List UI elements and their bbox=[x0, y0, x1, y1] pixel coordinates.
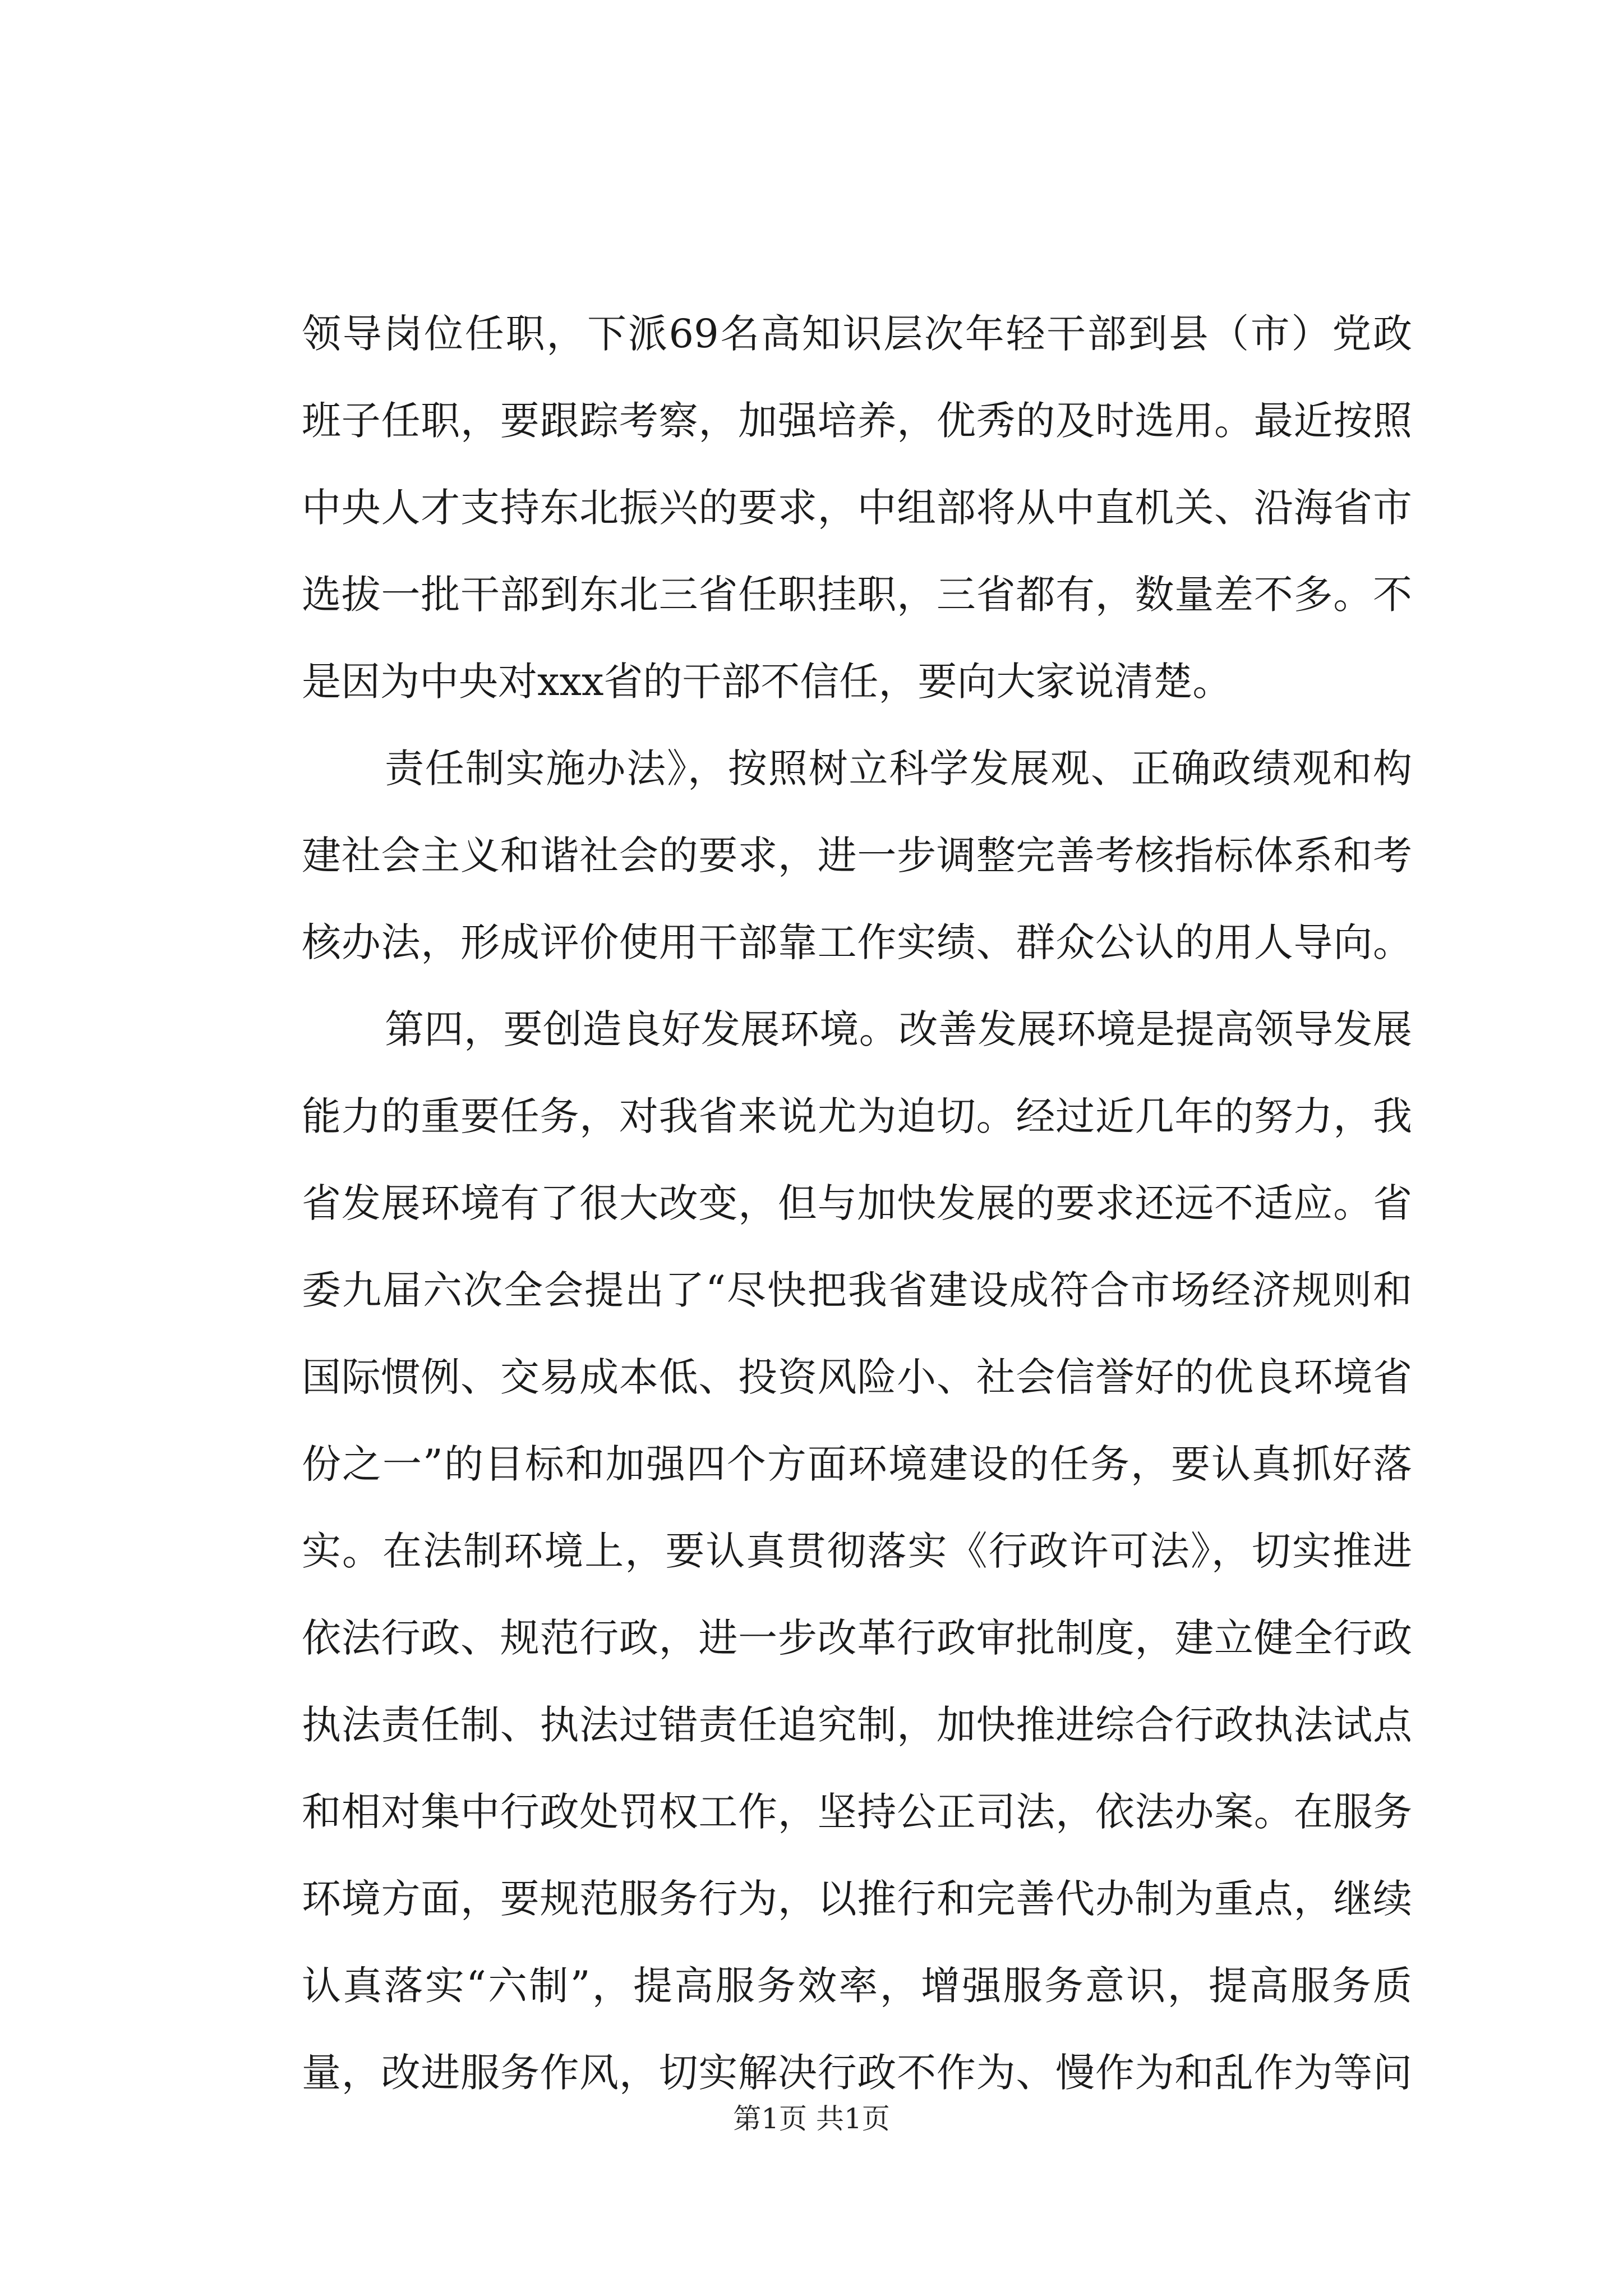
text-line: 委九届六次全会提出了“尽快把我省建设成符合市场经济规则和 bbox=[302, 1267, 1412, 1313]
page-number-footer: 第1页 共1页 bbox=[733, 2102, 890, 2135]
text-line: 和相对集中行政处罚权工作，坚持公正司法，依法办案。在服务 bbox=[302, 1789, 1412, 1835]
text-line: 认真落实“六制”，提高服务效率，增强服务意识，提高服务质 bbox=[302, 1963, 1412, 2009]
text-line: 实。在法制环境上，要认真贯彻落实《行政许可法》，切实推进 bbox=[302, 1528, 1412, 1574]
text-line: 是因为中央对xxx省的干部不信任，要向大家说清楚。 bbox=[302, 659, 1232, 705]
text-line: 省发展环境有了很大改变，但与加快发展的要求还远不适应。省 bbox=[302, 1180, 1412, 1226]
text-line: 第四，要创造良好发展环境。改善发展环境是提高领导发展 bbox=[385, 1006, 1412, 1052]
text-line: 责任制实施办法》，按照树立科学发展观、正确政绩观和构 bbox=[385, 746, 1412, 792]
text-line: 建社会主义和谐社会的要求，进一步调整完善考核指标体系和考 bbox=[302, 832, 1412, 878]
text-line: 量，改进服务作风，切实解决行政不作为、慢作为和乱作为等问 bbox=[302, 2050, 1412, 2096]
text-line: 依法行政、规范行政，进一步改革行政审批制度，建立健全行政 bbox=[302, 1615, 1412, 1661]
text-line: 中央人才支持东北振兴的要求，中组部将从中直机关、沿海省市 bbox=[302, 485, 1412, 531]
text-line: 能力的重要任务，对我省来说尤为迫切。经过近几年的努力，我 bbox=[302, 1093, 1412, 1139]
text-line: 核办法，形成评价使用干部靠工作实绩、群众公认的用人导向。 bbox=[302, 919, 1412, 965]
text-line: 执法责任制、执法过错责任追究制，加快推进综合行政执法试点 bbox=[302, 1702, 1412, 1748]
text-line: 环境方面，要规范服务行为，以推行和完善代办制为重点，继续 bbox=[302, 1876, 1412, 1922]
text-line: 领导岗位任职，下派69名高知识层次年轻干部到县（市）党政 bbox=[302, 311, 1412, 357]
text-line: 国际惯例、交易成本低、投资风险小、社会信誉好的优良环境省 bbox=[302, 1354, 1412, 1400]
text-line: 选拔一批干部到东北三省任职挂职，三省都有，数量差不多。不 bbox=[302, 572, 1412, 618]
text-line: 份之一”的目标和加强四个方面环境建设的任务，要认真抓好落 bbox=[302, 1441, 1412, 1487]
body-text bbox=[302, 291, 1412, 2116]
text-line: 班子任职，要跟踪考察，加强培养，优秀的及时选用。最近按照 bbox=[302, 398, 1412, 444]
